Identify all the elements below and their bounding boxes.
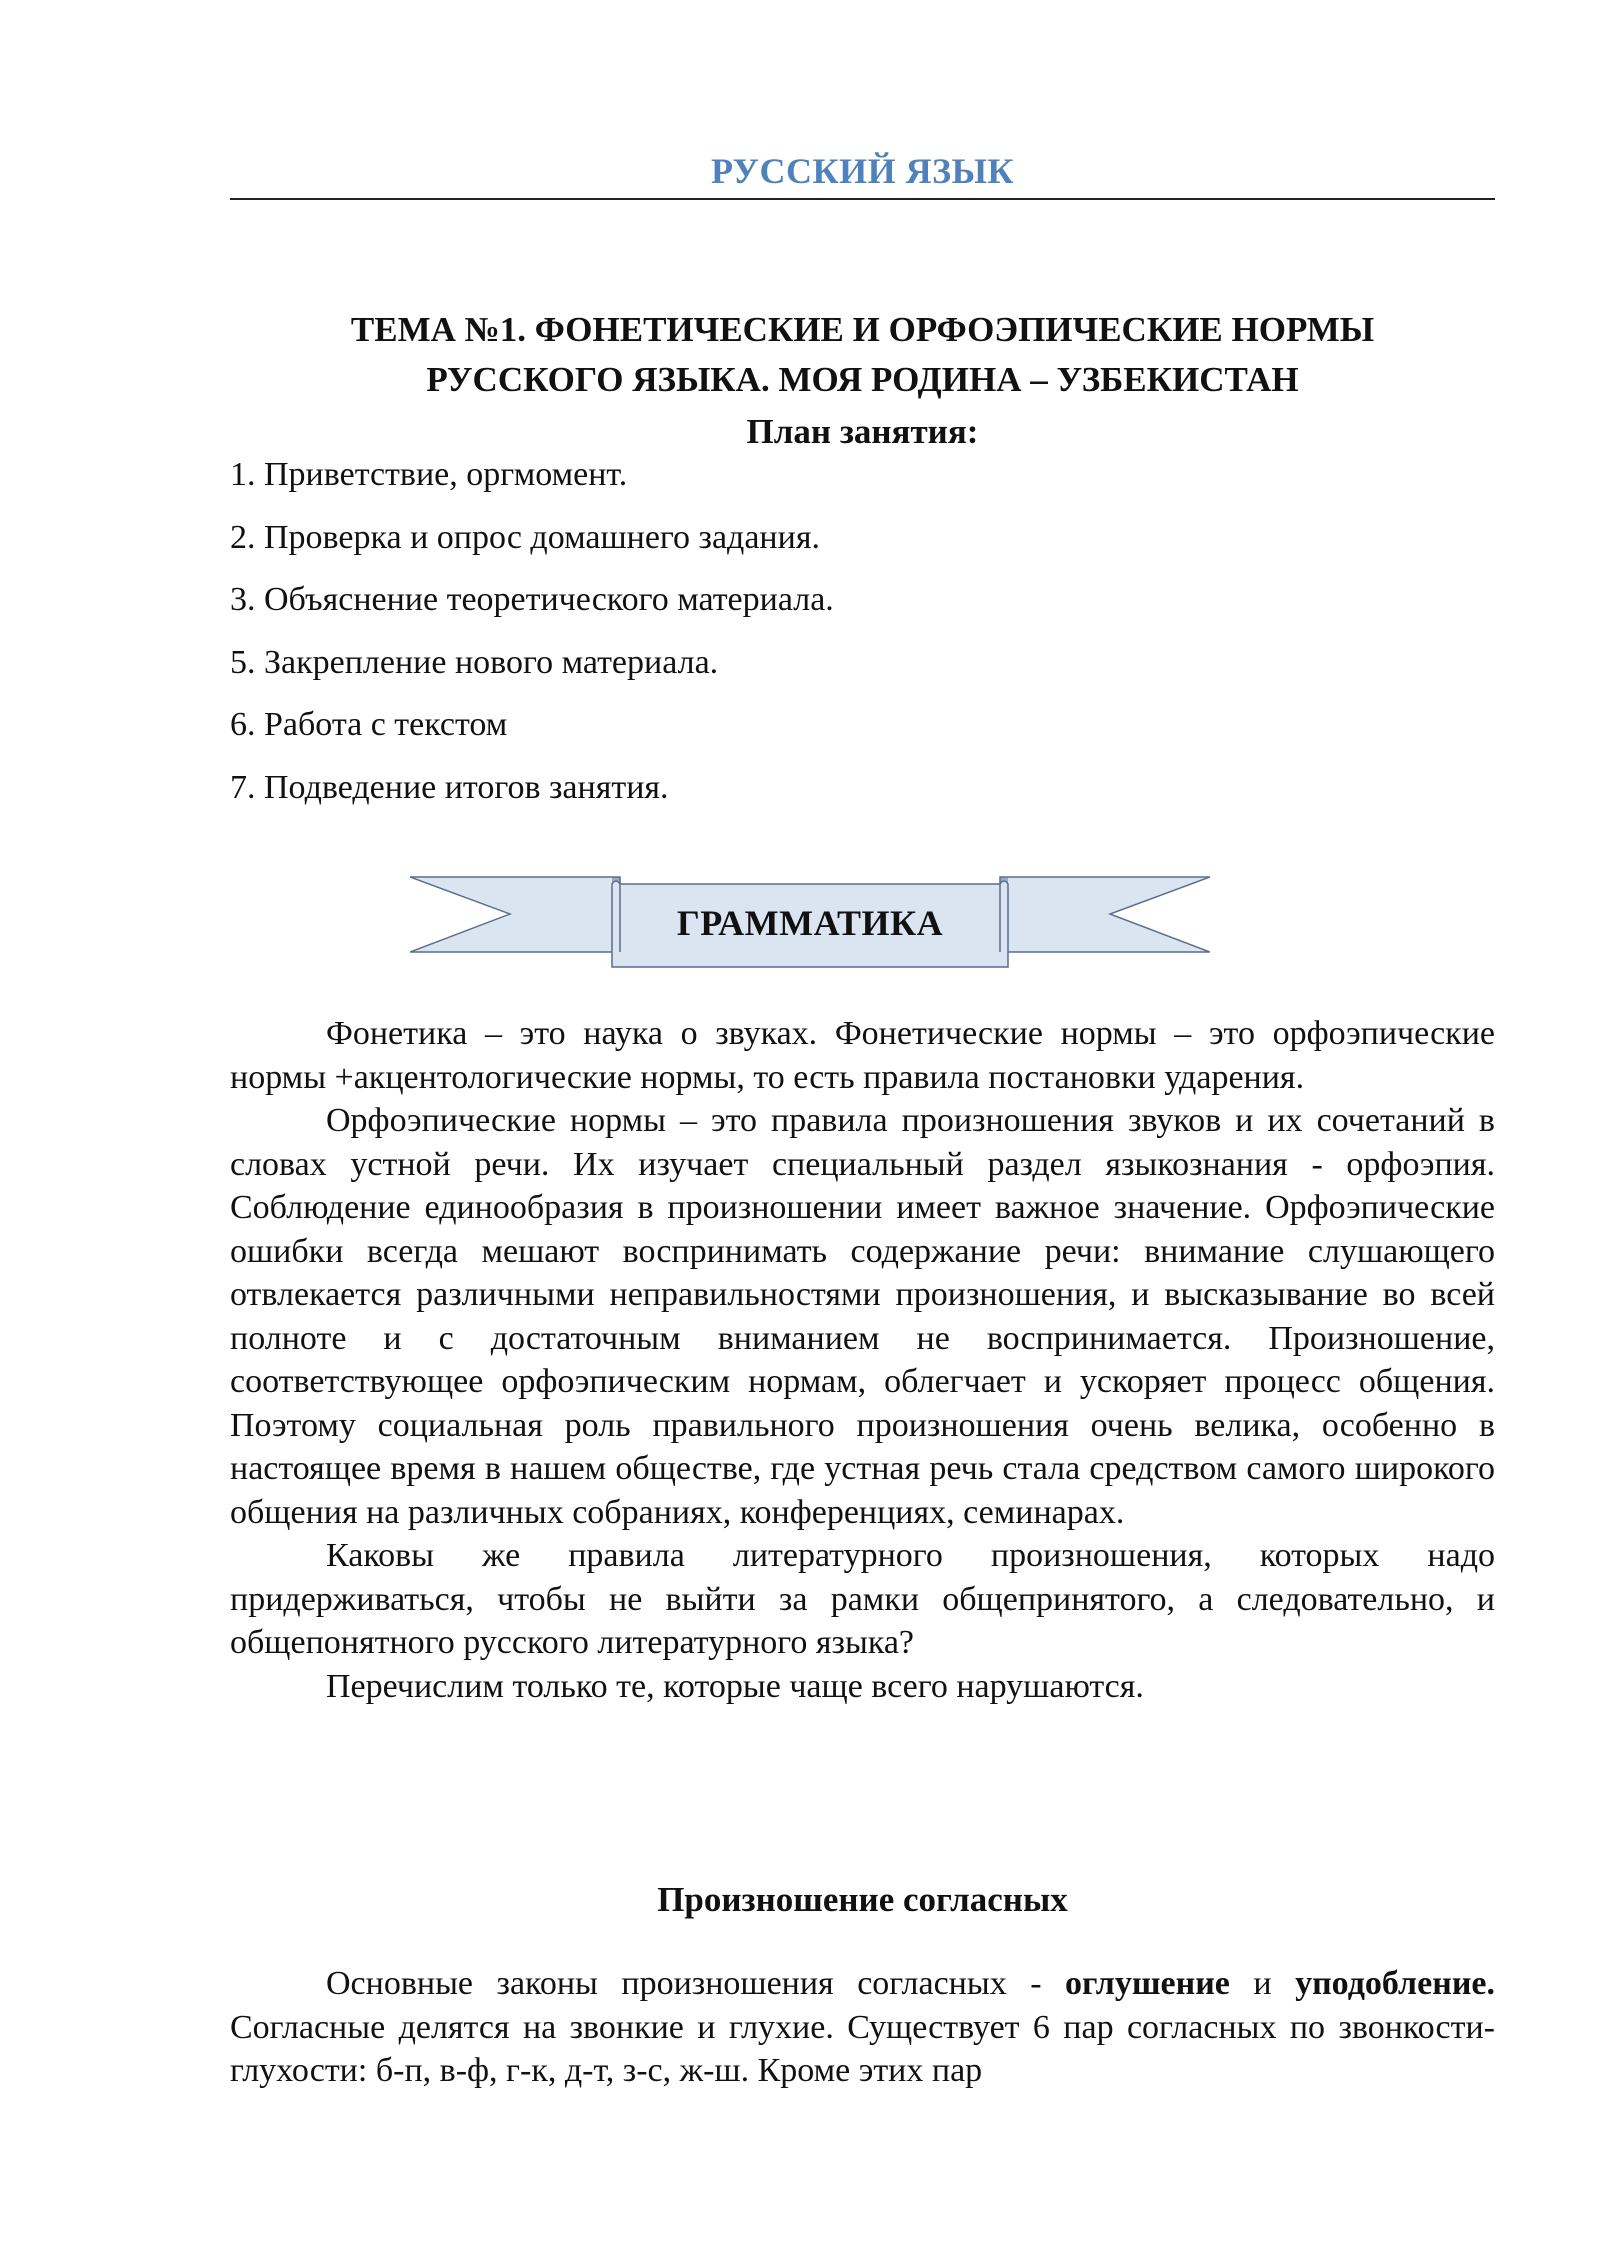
plan-item: 1. Приветствие, оргмомент. (230, 456, 628, 493)
bold-term-assimilation: уподобление. (1295, 1965, 1495, 2002)
ribbon-left-tail (410, 877, 620, 952)
plan-item: 5. Закрепление нового материала. (230, 643, 719, 681)
section-text-mid: и (1229, 1965, 1296, 2002)
body-paragraph: Перечислим только те, которые чаще всего нарушаются. (326, 1667, 1144, 1705)
banner-label: ГРАММАТИКА (676, 903, 944, 943)
plan-item: 6. Работа с текстом (230, 706, 508, 743)
section-text-end: Согласные делятся на звонкие и глухие. Существует 6 пар согласных по звонкости-глухости: б-п, в-ф, г-к, д-т, з-с, ж-ш. Кроме этих пар (230, 2008, 1495, 2089)
topic-title (230, 305, 1495, 405)
body-paragraph: Фонетика – это наука о звуках. Фонетические нормы – это орфоэпические нормы +акцентологические нормы, то есть правила постановки ударения. (230, 1015, 1495, 1096)
body-text (230, 1012, 1495, 1708)
plan-item: 2. Проверка и опрос домашнего задания. (230, 518, 820, 556)
topic-title-line-2: РУССКОГО ЯЗЫКА. МОЯ РОДИНА – УЗБЕКИСТАН (426, 360, 1299, 399)
body-paragraph: Орфоэпические нормы – это правила произношения звуков и их сочетаний в словах устной речи. Их изучает специальный раздел языкознания - орфоэпия. Соблюдение единообразия в произношении имеет важное значение. Орфоэпические ошибки всегда мешают воспринимать содержание речи: внимание слушающего отвлекается различными неправильностями произношения, и высказывание во всей полноте и с достаточным вниманием не воспринимается. Произношение, соответствующее орфоэпическим нормам, облегчает и ускоряет процесс общения. Поэтому социальная роль правильного произношения очень велика, особенно в настоящее время в нашем обществе, где устная речь стала средством самого широкого общения на различных собраниях, конференциях, семинарах. (230, 1102, 1495, 1531)
plan-heading: План занятия: (746, 412, 979, 451)
plan-list (230, 450, 1495, 825)
section-body (230, 1962, 1495, 2093)
header-rule (230, 198, 1495, 200)
plan-item: 3. Объяснение теоретического материала. (230, 581, 834, 618)
section-paragraph (230, 1962, 1495, 2093)
body-paragraph: Каковы же правила литературного произношения, которых надо придерживаться, чтобы не выйти за рамки общепринятого, а следовательно, и общепонятного русского литературного языка? (230, 1537, 1495, 1661)
ribbon-right-tail (1000, 877, 1210, 952)
running-header: РУССКИЙ ЯЗЫК (710, 151, 1015, 191)
topic-title-line-1: ТЕМА №1. ФОНЕТИЧЕСКИЕ И ОРФОЭПИЧЕСКИЕ НОРМЫ (350, 310, 1375, 349)
section-text-start: Основные законы произношения согласных - (326, 1965, 1066, 2002)
bold-term-devoicing: оглушение (1065, 1965, 1230, 2002)
plan-item: 7. Подведение итогов занятия. (230, 768, 669, 806)
section-title: Произношение согласных (657, 1880, 1068, 1919)
